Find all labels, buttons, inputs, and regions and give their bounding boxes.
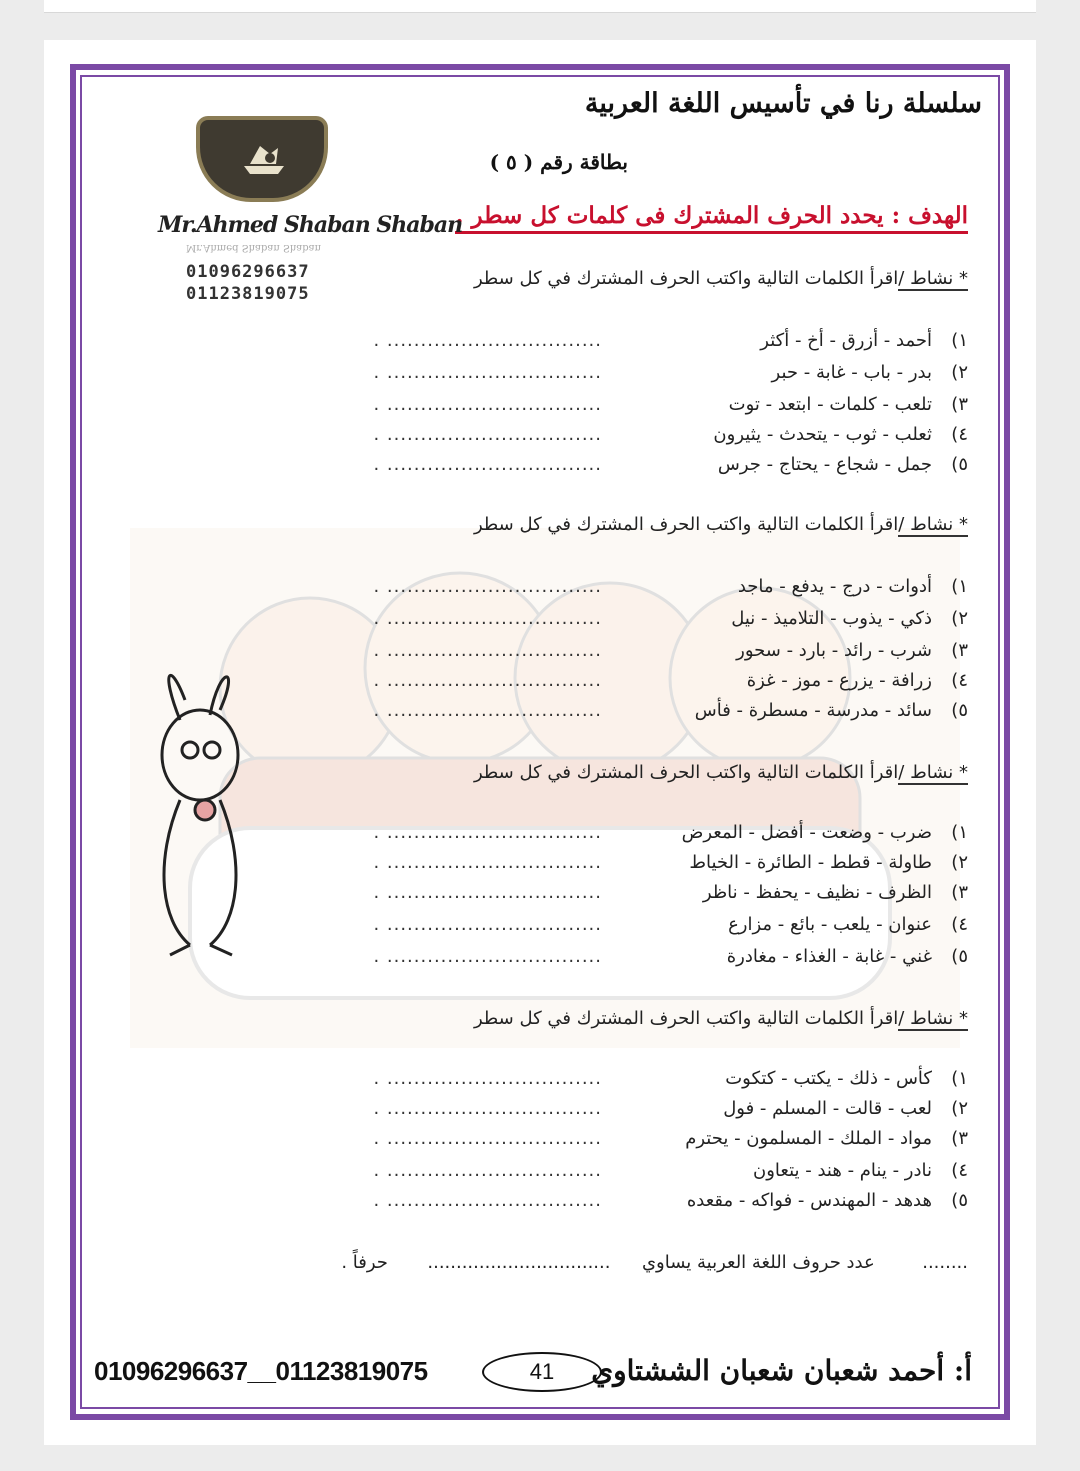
exercise-row (373, 454, 968, 475)
exercise-row (373, 1098, 968, 1119)
exercise-row (373, 330, 968, 351)
row-number: ٤) (951, 914, 968, 935)
answer-blank[interactable]: ................................ . (373, 330, 602, 351)
answer-blank[interactable]: ................................ . (373, 1098, 602, 1119)
activity-instruction (474, 1008, 968, 1029)
page-number: 41 (482, 1352, 602, 1392)
exercise-row (373, 640, 968, 661)
footer-phones: 01096296637__01123819075 (94, 1356, 428, 1386)
exercise-row (373, 700, 968, 721)
row-words: الظرف - نظيف - يحفظ - ناظر (702, 882, 932, 903)
exercise-row (373, 946, 968, 967)
phone-number: 01123819075 (186, 284, 310, 304)
phone-number: 01096296637 (186, 262, 310, 282)
answer-blank[interactable]: ................................ . (373, 608, 602, 629)
signature-reflection: Mr.Ahmed Shaban Shaban (186, 242, 322, 253)
row-words: كأس - ذلك - يكتب - كتكوت (725, 1068, 932, 1089)
row-number: ٣) (951, 882, 968, 903)
answer-blank[interactable]: ................................ . (373, 822, 602, 843)
answer-blank[interactable]: ................................ (427, 1252, 611, 1273)
question-text: عدد حروف اللغة العربية يساوي (641, 1252, 875, 1273)
row-words: مواد - الملك - المسلمون - يحترم (685, 1128, 932, 1149)
answer-blank[interactable]: ................................ . (373, 914, 602, 935)
children-illustration-watermark (130, 528, 960, 1048)
exercise-row (373, 670, 968, 691)
teacher-logo (196, 116, 328, 202)
row-number: ٢) (951, 852, 968, 873)
answer-blank[interactable]: ................................ . (373, 394, 602, 415)
row-words: بدر - باب - غابة - حبر (771, 362, 932, 383)
row-number: ٤) (951, 670, 968, 691)
answer-blank[interactable]: ................................ . (373, 1160, 602, 1181)
teacher-signature: Mr.Ahmed Shaban Shaban (158, 212, 463, 238)
answer-blank[interactable]: ................................ . (373, 362, 602, 383)
activity-instruction (474, 762, 968, 783)
row-words: جمل - شجاع - يحتاج - جرس (717, 454, 932, 475)
teacher-name: أ: أحمد شعبان شعبان الششتاوي (591, 1354, 972, 1387)
exercise-row (373, 882, 968, 903)
exercise-row (373, 1068, 968, 1089)
row-words: سائد - مدرسة - مسطرة - فأس (694, 700, 932, 721)
answer-blank[interactable]: ................................ . (373, 700, 602, 721)
row-number: ٣) (951, 1128, 968, 1149)
row-words: غني - غابة - الغذاء - مغادرة (726, 946, 932, 967)
lead-blank[interactable]: ........ (922, 1252, 968, 1273)
row-number: ٢) (951, 362, 968, 383)
row-number: ٥) (951, 700, 968, 721)
activity-tag: * نشاط / (898, 268, 968, 289)
answer-blank[interactable]: ................................ . (373, 882, 602, 903)
row-number: ١) (951, 330, 968, 351)
row-number: ٥) (951, 1190, 968, 1211)
activity-instruction (474, 268, 968, 289)
answer-blank[interactable]: ................................ . (373, 454, 602, 475)
exercise-row (373, 362, 968, 383)
exercise-row (373, 424, 968, 445)
answer-blank[interactable]: ................................ . (373, 424, 602, 445)
row-words: هدهد - المهندس - فواكه - مقعده (686, 1190, 932, 1211)
answer-blank[interactable]: ................................ . (373, 1068, 602, 1089)
exercise-row (373, 1190, 968, 1211)
row-words: شرب - رائد - بارد - سحور (736, 640, 932, 661)
exercise-row (373, 576, 968, 597)
series-title: سلسلة رنا في تأسيس اللغة العربية (584, 88, 982, 119)
answer-blank[interactable]: ................................ . (373, 1128, 602, 1149)
answer-blank[interactable]: ................................ . (373, 1190, 602, 1211)
lesson-goal: الهدف : يحدد الحرف المشترك فى كلمات كل سطر . (455, 202, 968, 234)
row-words: نادر - ينام - هند - يتعاون (753, 1160, 932, 1181)
activity-text: اقرأ الكلمات التالية واكتب الحرف المشترك في كل سطر (473, 514, 899, 535)
answer-blank[interactable]: ................................ . (373, 640, 602, 661)
exercise-row (373, 852, 968, 873)
rabbit-drawing (150, 660, 250, 960)
answer-blank[interactable]: ................................ . (373, 670, 602, 691)
final-question (341, 1252, 968, 1273)
row-words: تلعب - كلمات - ابتعد - توت (728, 394, 932, 415)
row-words: زرافة - يزرع - موز - غزة (746, 670, 932, 691)
row-words: أحمد - أزرق - أخ - أكثر (760, 330, 932, 351)
answer-blank[interactable]: ................................ . (373, 852, 602, 873)
row-words: لعب - قالت - المسلم - فول (723, 1098, 932, 1119)
row-number: ١) (951, 576, 968, 597)
activity-tag: * نشاط / (898, 1008, 968, 1029)
activity-instruction (474, 514, 968, 535)
activity-text: اقرأ الكلمات التالية واكتب الحرف المشترك في كل سطر (473, 268, 899, 289)
row-number: ٣) (951, 394, 968, 415)
exercise-row (373, 394, 968, 415)
row-number: ٢) (951, 608, 968, 629)
answer-blank[interactable]: ................................ . (373, 946, 602, 967)
unit-label: حرفاً . (341, 1252, 388, 1273)
exercise-row (373, 822, 968, 843)
activity-tag: * نشاط / (898, 762, 968, 783)
exercise-row (373, 1128, 968, 1149)
hat-icon (240, 140, 288, 178)
activity-text: اقرأ الكلمات التالية واكتب الحرف المشترك في كل سطر (473, 762, 899, 783)
row-words: ثعلب - ثوب - يتحدث - يثيرون (713, 424, 932, 445)
row-words: عنوان - يلعب - بائع - مزارع (728, 914, 932, 935)
row-words: طاولة - قطط - الطائرة - الخياط (689, 852, 932, 873)
row-number: ٤) (951, 1160, 968, 1181)
row-number: ٢) (951, 1098, 968, 1119)
exercise-row (373, 608, 968, 629)
exercise-row (373, 1160, 968, 1181)
exercise-row (373, 914, 968, 935)
row-words: ضرب - وضعت - أفضل - المعرض (681, 822, 932, 843)
row-words: ذكي - يذوب - التلاميذ - نيل (731, 608, 932, 629)
card-number: بطاقة رقم ( ٥ ) (489, 150, 628, 174)
row-number: ٣) (951, 640, 968, 661)
row-words: أدوات - درج - يدفع - ماجد (737, 576, 932, 597)
row-number: ١) (951, 822, 968, 843)
previous-page-edge (44, 0, 1036, 13)
answer-blank[interactable]: ................................ . (373, 576, 602, 597)
row-number: ٥) (951, 454, 968, 475)
activity-tag: * نشاط / (898, 514, 968, 535)
row-number: ٤) (951, 424, 968, 445)
row-number: ١) (951, 1068, 968, 1089)
activity-text: اقرأ الكلمات التالية واكتب الحرف المشترك في كل سطر (473, 1008, 899, 1029)
row-number: ٥) (951, 946, 968, 967)
